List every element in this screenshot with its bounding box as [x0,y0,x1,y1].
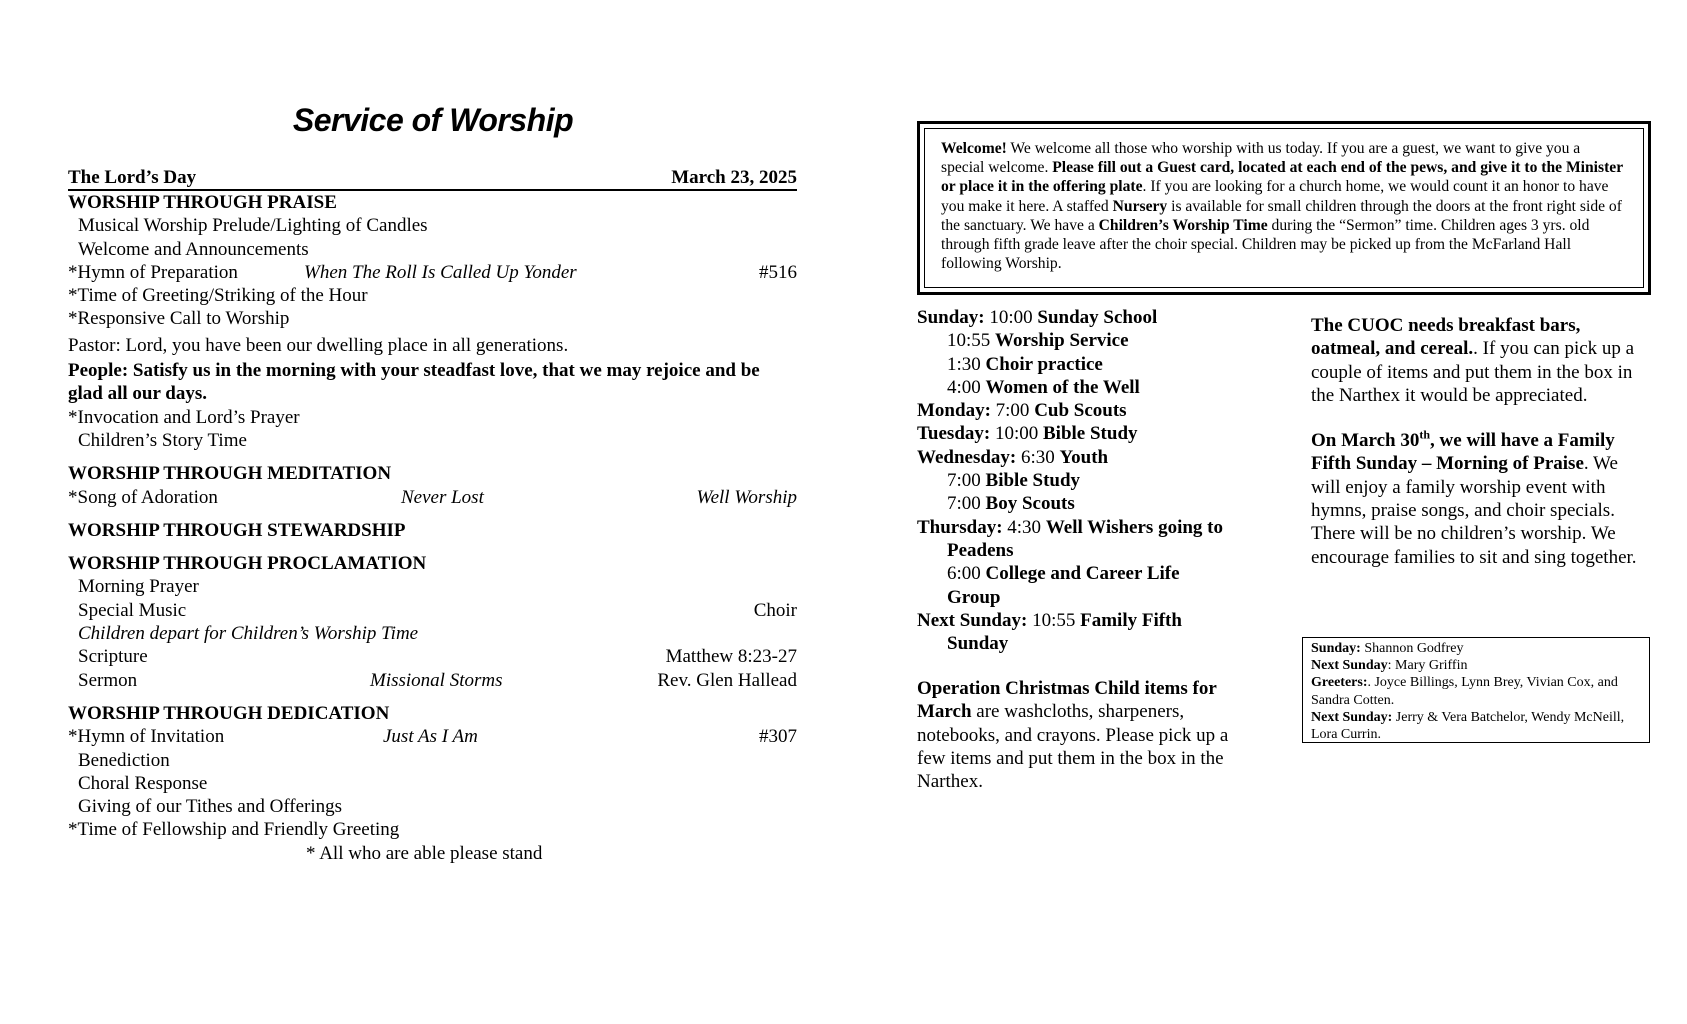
schedule-sunday-2 [917,329,1257,352]
schedule-wednesday [917,446,1257,469]
time: 6:00 [947,563,986,585]
scripture-label: Scripture [78,646,148,668]
schedule-next-sunday-cont [917,632,1257,655]
notice-heading: On March 30 [1311,430,1420,452]
sermon-label: Sermon [78,669,138,691]
event-name: Youth [1059,446,1109,468]
event-name: Family Fifth [1080,609,1182,631]
time: 7:00 [947,470,986,492]
event-name: Choir practice [985,353,1103,375]
notice-heading-cont: , we will have a Family Fifth Sunday – Morning of Praise [1311,430,1615,475]
section-heading-proclamation: WORSHIP THROUGH PROCLAMATION [68,553,427,575]
day-label: Next Sunday: [917,609,1028,631]
fellowship-item: *Time of Fellowship and Friendly Greeting [68,819,400,841]
announcements [1311,314,1651,569]
welcome-text-1: We welcome all those who worship with us today. If you are a guest, we want to give you a special welcome. [941,140,1581,177]
event-name: Women of the Well [985,376,1140,398]
section-heading-dedication: WORSHIP THROUGH DEDICATION [68,702,390,724]
event-name: Well Wishers going to [1045,516,1223,538]
invocation-item: *Invocation and Lord’s Prayer [68,406,300,428]
day-label: The Lord’s Day [68,167,197,188]
greeters-box [1302,637,1650,743]
event-name: Worship Service [995,330,1129,352]
guest-card-instruction: Please fill out a Guest card, located at each end of the pews, and give it to the Minister or place it in the offering plate [941,159,1623,196]
event-name: Sunday School [1037,307,1158,328]
notice-text: are washcloths, sharpeners, notebooks, and crayons. Please pick up a few items and put them in the box in the Narthex. [917,701,1229,793]
preacher-name: Rev. Glen Hallead [657,669,797,691]
welcome-text-4: during the “Sermon” time. Children ages 3 yrs. old through fifth grade leave after the choir special. Children may be picked up from the McFarland Hall following Worship. [941,216,1590,273]
page-title: Service of Worship [292,102,574,138]
special-music-label: Special Music [78,599,187,621]
label: Greeters: [1311,675,1368,691]
time: 7:00 [990,400,1035,422]
order-of-worship [68,166,797,865]
event-name: Sunday [947,633,1009,655]
invitation-hymn-number: #307 [759,726,797,748]
time: 10:55 [1027,609,1081,631]
family-fifth-sunday-notice [1311,429,1651,569]
sermon [68,669,797,692]
schedule-monday [917,399,1257,422]
day-label: Sunday: [917,307,985,328]
section-heading-stewardship: WORSHIP THROUGH STEWARDSHIP [68,519,406,541]
greeters-list [1311,674,1641,708]
event-name: Boy Scouts [985,493,1075,515]
notice-heading: Operation Christmas Child items for March [917,678,1217,723]
notice-text: . We will enjoy a family worship event with hymns, praise songs, and choir specials. There will be no children’s worship. We encourage families to sit and sing together. [1311,453,1637,568]
schedule-thursday [917,516,1257,539]
notice-text: . If you can pick up a couple of items and put them in the box in the Narthex it would be appreciated. [1311,338,1635,406]
schedule-thursday-2-cont [917,586,1257,609]
schedule-next-sunday [917,609,1257,632]
time: 6:30 [1016,446,1060,468]
date-line [68,166,797,191]
welcome-heading: Welcome! [941,140,1007,157]
section-heading-meditation: WORSHIP THROUGH MEDITATION [68,463,392,485]
section-heading-praise: WORSHIP THROUGH PRAISE [68,192,337,213]
story-time-item: Children’s Story Time [78,429,247,451]
children-depart-note: Children depart for Children’s Worship Time [78,623,419,645]
pastor-line: Pastor: Lord, you have been our dwelling place in all generations. [68,334,569,356]
schedule-tuesday [917,422,1257,445]
names: Jerry & Vera Batchelor, Wendy McNeill, Lora Currin. [1311,709,1625,743]
welcome-item: Welcome and Announcements [78,238,309,260]
day-label: Wednesday: [917,446,1017,468]
day-label: Tuesday: [917,423,991,445]
song-label: *Song of Adoration [68,486,218,508]
greeter-next-sunday [1311,657,1641,674]
event-name: Bible Study [1043,423,1138,445]
label: Next Sunday: [1311,709,1393,725]
stand-note: * All who are able please stand [306,842,543,864]
welcome-box [917,121,1651,295]
invitation-hymn-title: Just As I Am [383,726,478,748]
cuoc-notice [1311,314,1651,407]
hymn-of-preparation [68,261,797,284]
ordinal-suffix: th [1419,427,1431,442]
schedule-sunday [917,306,1257,329]
service-date: March 23, 2025 [671,167,797,188]
song-source: Well Worship [696,486,797,508]
time: 4:00 [947,376,986,398]
names: . Joyce Billings, Lynn Brey, Vivian Cox, and Sandra Cotten. [1311,675,1618,708]
prelude-item: Musical Worship Prelude/Lighting of Candles [78,215,428,237]
giving-item: Giving of our Tithes and Offerings [78,796,343,818]
people-response: People: Satisfy us in the morning with your steadfast love, that we may rejoice and be glad all our days. [68,360,760,405]
special-music [68,599,797,622]
greeter-sunday [1311,640,1641,657]
time: 4:30 [1002,516,1046,538]
label: Sunday: [1311,641,1361,656]
choral-response-item: Choral Response [78,772,208,794]
welcome-text [924,128,1644,288]
greeters-next-list [1311,709,1641,743]
event-name: College and Career Life [985,563,1180,585]
greeting-item: *Time of Greeting/Striking of the Hour [68,285,368,307]
special-music-by: Choir [753,599,797,621]
schedule-wednesday-2 [917,469,1257,492]
morning-prayer-item: Morning Prayer [78,576,199,598]
time: 1:30 [947,353,986,375]
operation-christmas-child-notice [917,677,1257,793]
hymn-of-invitation [68,725,797,748]
schedule-thursday-cont [917,539,1257,562]
call-to-worship-item: *Responsive Call to Worship [68,308,290,330]
welcome-text-3: is available for small children through the doors at the front right side of the sanctuary. We have a [941,197,1622,234]
hymn-title: When The Roll Is Called Up Yonder [304,261,577,283]
invitation-hymn-label: *Hymn of Invitation [68,726,225,748]
nursery-label: Nursery [1112,197,1168,215]
name: : Mary Griffin [1387,658,1468,674]
day-label: Monday: [917,400,991,422]
name: Shannon Godfrey [1360,641,1464,656]
event-name: Bible Study [985,470,1081,492]
sermon-title: Missional Storms [370,669,503,691]
hymn-label: *Hymn of Preparation [68,261,238,283]
notice-heading: The CUOC needs breakfast bars, oatmeal, and cereal. [1311,315,1581,360]
welcome-text-2: . If you are looking for a church home, we would count it an honor to have you make it here. A staffed [941,178,1609,215]
hymn-number: #516 [759,261,797,283]
event-name: Group [947,586,1001,608]
time: 10:55 [947,330,996,352]
song-of-adoration [68,486,797,509]
event-name: Cub Scouts [1034,400,1127,422]
schedule-thursday-2 [917,562,1257,585]
time: 10:00 [984,307,1038,328]
scripture [68,645,797,668]
time: 10:00 [990,423,1043,445]
schedule-sunday-3 [917,353,1257,376]
weekly-schedule [917,306,1257,655]
label: Next Sunday [1311,658,1388,674]
schedule-sunday-4 [917,376,1257,399]
day-label: Thursday: [917,516,1003,538]
childrens-worship-label: Children’s Worship Time [1098,216,1268,234]
song-title: Never Lost [401,486,484,508]
schedule-wednesday-3 [917,492,1257,515]
time: 7:00 [947,493,986,515]
benediction-item: Benediction [78,749,170,771]
event-name: Peadens [947,539,1014,561]
scripture-reference: Matthew 8:23-27 [665,646,797,668]
